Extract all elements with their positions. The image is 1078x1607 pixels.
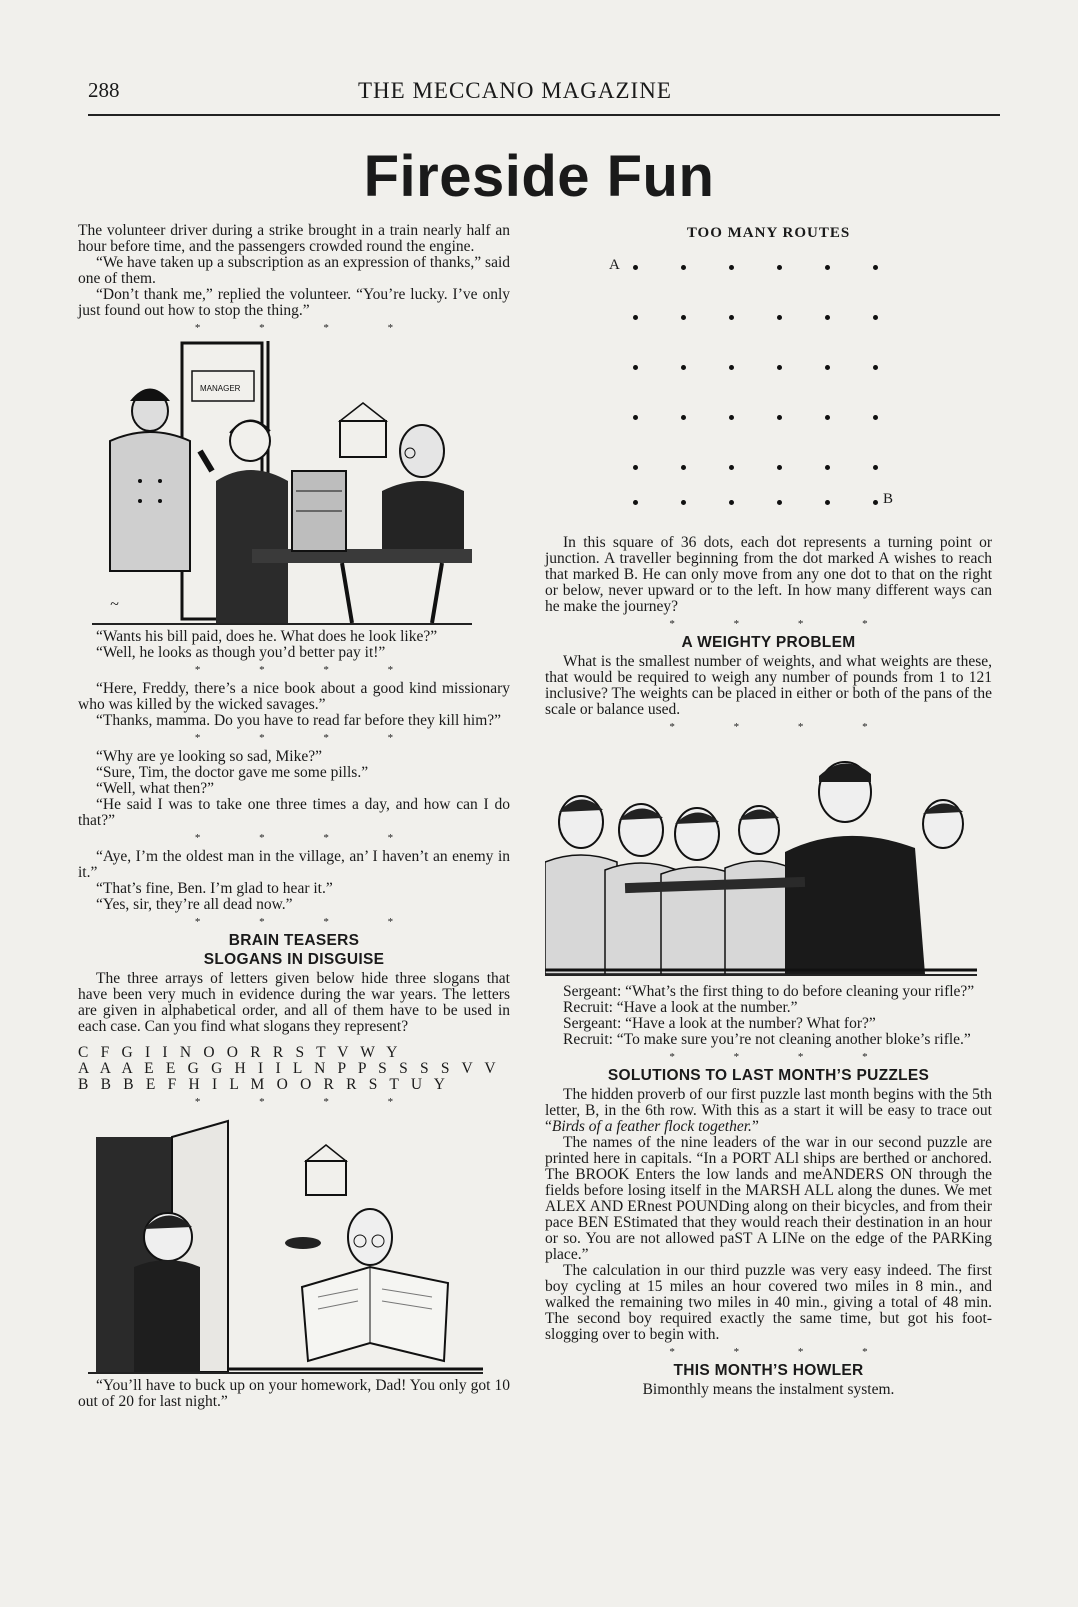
magazine-title: THE MECCANO MAGAZINE: [358, 78, 672, 103]
weighty-heading: A WEIGHTY PROBLEM: [681, 634, 856, 651]
joke-text: “Aye, I’m the oldest man in the village, an’ I haven’t an enemy in it.”: [78, 848, 510, 881]
cartoon-manager: [92, 341, 472, 625]
joke-text: The volunteer driver during a strike brought in a train nearly half an hour before time, and the passengers crowded round the engine.: [78, 222, 510, 255]
grid-dot: [777, 415, 782, 420]
separator-stars: * * * *: [669, 618, 896, 630]
letter-row: B B B E F H I L M O O R R S T U Y: [78, 1076, 450, 1093]
separator-stars: * * * *: [669, 1346, 896, 1358]
grid-dot: [825, 465, 830, 470]
page-title: Fireside Fun: [363, 144, 715, 209]
joke-text: “Why are ye looking so sad, Mike?”: [96, 748, 322, 765]
grid-dot: [729, 265, 734, 270]
grid-dot: [873, 415, 878, 420]
routes-heading: TOO MANY ROUTES: [686, 225, 851, 241]
grid-dot: [633, 315, 638, 320]
grid-dot: [777, 465, 782, 470]
cartoon-caption: Recruit: “To make sure you’re not cleaning another bloke’s rifle.”: [563, 1031, 971, 1048]
solution-text: The calculation in our third puzzle was very easy indeed. The first boy cycling at 15 miles an hour covered two miles in 8 min., and walked the remaining two miles in 40 min., giving a total of 48 min. The second boy required exactly the same time, but got his foot-slogging over to begin with.: [545, 1262, 992, 1343]
grid-dot: [729, 365, 734, 370]
solution-text: The names of the nine leaders of the war in our second puzzle are printed here in capitals. “In a PORT ALl ships are berthed or anchored. The BROOK Enters the low lands and meANDERS ON through the fields before losing itself in the MARSH ALL along the dunes. We met ALEX AND ERnest POUNDing along on their bicycles, and from their pace BEN EStimated that they would reach their destination in an hour or so. You are not allowed paST A LINe on the edge of the PARKing place.”: [545, 1134, 992, 1263]
grid-dot: [729, 315, 734, 320]
left-column: [78, 223, 510, 1410]
grid-dot: [873, 465, 878, 470]
grid-dot: [777, 265, 782, 270]
solution-text: The hidden proverb of our first puzzle last month begins with the 5th letter, B, in the 6th row. With this as a start it will be easy to trace out “Birds of a feather flock together.”: [545, 1086, 992, 1135]
grid-dot: [729, 500, 734, 505]
page-header: [88, 74, 1000, 116]
grid-dot: [729, 415, 734, 420]
grid-dot: [873, 500, 878, 505]
joke-text: “He said I was to take one three times a day, and how can I do that?”: [78, 796, 510, 829]
page-number: 288: [88, 78, 120, 102]
separator-stars: * * * *: [194, 664, 422, 676]
cartoon-caption: Sergeant: “What’s the first thing to do before cleaning your rifle?”: [563, 983, 975, 1000]
cartoon-rifle: [545, 752, 977, 976]
cartoon-caption: Recruit: “Have a look at the number.”: [563, 999, 798, 1016]
letter-row: A A A E E G G H I I L N P P S S S S V V: [78, 1060, 500, 1077]
label-b: B: [883, 491, 894, 507]
cartoon-caption: “Wants his bill paid, does he. What does he look like?”: [96, 628, 438, 645]
grid-dot: [777, 315, 782, 320]
grid-dot: [633, 365, 638, 370]
separator-stars: * * * *: [194, 1096, 422, 1108]
letter-row: C F G I I N O O R R S T V W Y: [78, 1044, 402, 1061]
artist-signature: ~: [110, 596, 119, 613]
joke-text: “Here, Freddy, there’s a nice book about a good kind missionary who was killed by the wicked savages.”: [78, 680, 510, 713]
joke-text: “Sure, Tim, the doctor gave me some pills.”: [96, 764, 369, 781]
separator-stars: * * * *: [669, 1051, 896, 1063]
dot-grid-puzzle: [545, 245, 992, 535]
grid-dot: [729, 465, 734, 470]
joke-text: “We have taken up a subscription as an expression of thanks,” said one of them.: [78, 254, 510, 287]
label-a: A: [609, 257, 620, 273]
grid-dot: [681, 365, 686, 370]
proverb: Birds of a feather flock together.: [551, 1118, 752, 1135]
separator-stars: * * * *: [194, 832, 422, 844]
letter-arrays: [78, 1045, 510, 1093]
right-column: [545, 223, 992, 1398]
routes-text: In this square of 36 dots, each dot represents a turning point or junction. A traveller beginning from the dot marked A wishes to reach that marked B. He can only move from any one dot to that on the right or below, never upward or to the left. In how many different ways can he make the journey?: [545, 534, 992, 615]
grid-dot: [633, 415, 638, 420]
grid-dot: [681, 465, 686, 470]
cartoon-rifle-illustration: [545, 752, 977, 974]
grid-dot: [681, 315, 686, 320]
grid-dot: [825, 500, 830, 505]
howler-heading: THIS MONTH’S HOWLER: [673, 1362, 864, 1379]
separator-stars: * * * *: [194, 916, 422, 928]
cartoon-manager-illustration: [92, 341, 472, 623]
joke-text: “Thanks, mamma. Do you have to read far before they kill him?”: [96, 712, 502, 729]
separator-stars: * * * *: [669, 721, 896, 733]
grid-dot: [633, 465, 638, 470]
joke-text: “That’s fine, Ben. I’m glad to hear it.”: [96, 880, 333, 897]
grid-dot: [873, 315, 878, 320]
grid-dot: [873, 265, 878, 270]
solutions-heading: SOLUTIONS TO LAST MONTH’S PUZZLES: [607, 1067, 930, 1084]
cartoon-homework-illustration: [88, 1117, 483, 1372]
grid-dot: [681, 415, 686, 420]
grid-dot: [825, 415, 830, 420]
grid-dot: [633, 265, 638, 270]
joke-text: “Don’t thank me,” replied the volunteer. “You’re lucky. I’ve only just found out how to stop the thing.”: [78, 286, 510, 319]
brain-teasers-heading: BRAIN TEASERS: [228, 932, 360, 949]
joke-text: “Yes, sir, they’re all dead now.”: [96, 896, 293, 913]
grid-dot: [873, 365, 878, 370]
grid-dot: [825, 365, 830, 370]
cartoon-caption: “You’ll have to buck up on your homework, Dad! You only got 10 out of 20 for last night.”: [78, 1377, 510, 1410]
cartoon-caption: Sergeant: “Have a look at the number? What for?”: [563, 1015, 876, 1032]
grid-dot: [825, 265, 830, 270]
grid-dot: [777, 365, 782, 370]
separator-stars: * * * *: [194, 732, 422, 744]
joke-text: “Well, what then?”: [96, 780, 214, 797]
grid-dot: [777, 500, 782, 505]
weighty-text: What is the smallest number of weights, and what weights are these, that would be required to weigh any number of pounds from 1 to 121 inclusive? The weights can be placed in either or both of the pans of the scale or balance used.: [545, 653, 992, 718]
slogans-text: The three arrays of letters given below hide three slogans that have been very much in evidence during the war years. The letters are given in alphabetical order, and all of them have to be used in each case. Can you find what slogans they represent?: [78, 970, 510, 1035]
separator-stars: * * * *: [194, 322, 422, 334]
grid-dot: [681, 265, 686, 270]
svg-text:MANAGER: MANAGER: [200, 384, 241, 393]
howler-text: Bimonthly means the instalment system.: [642, 1381, 895, 1398]
slogans-heading: SLOGANS IN DISGUISE: [203, 951, 385, 968]
grid-dot: [681, 500, 686, 505]
grid-dot: [633, 500, 638, 505]
cartoon-homework: [88, 1117, 483, 1374]
grid-dot: [825, 315, 830, 320]
cartoon-caption: “Well, he looks as though you’d better pay it!”: [96, 644, 386, 661]
